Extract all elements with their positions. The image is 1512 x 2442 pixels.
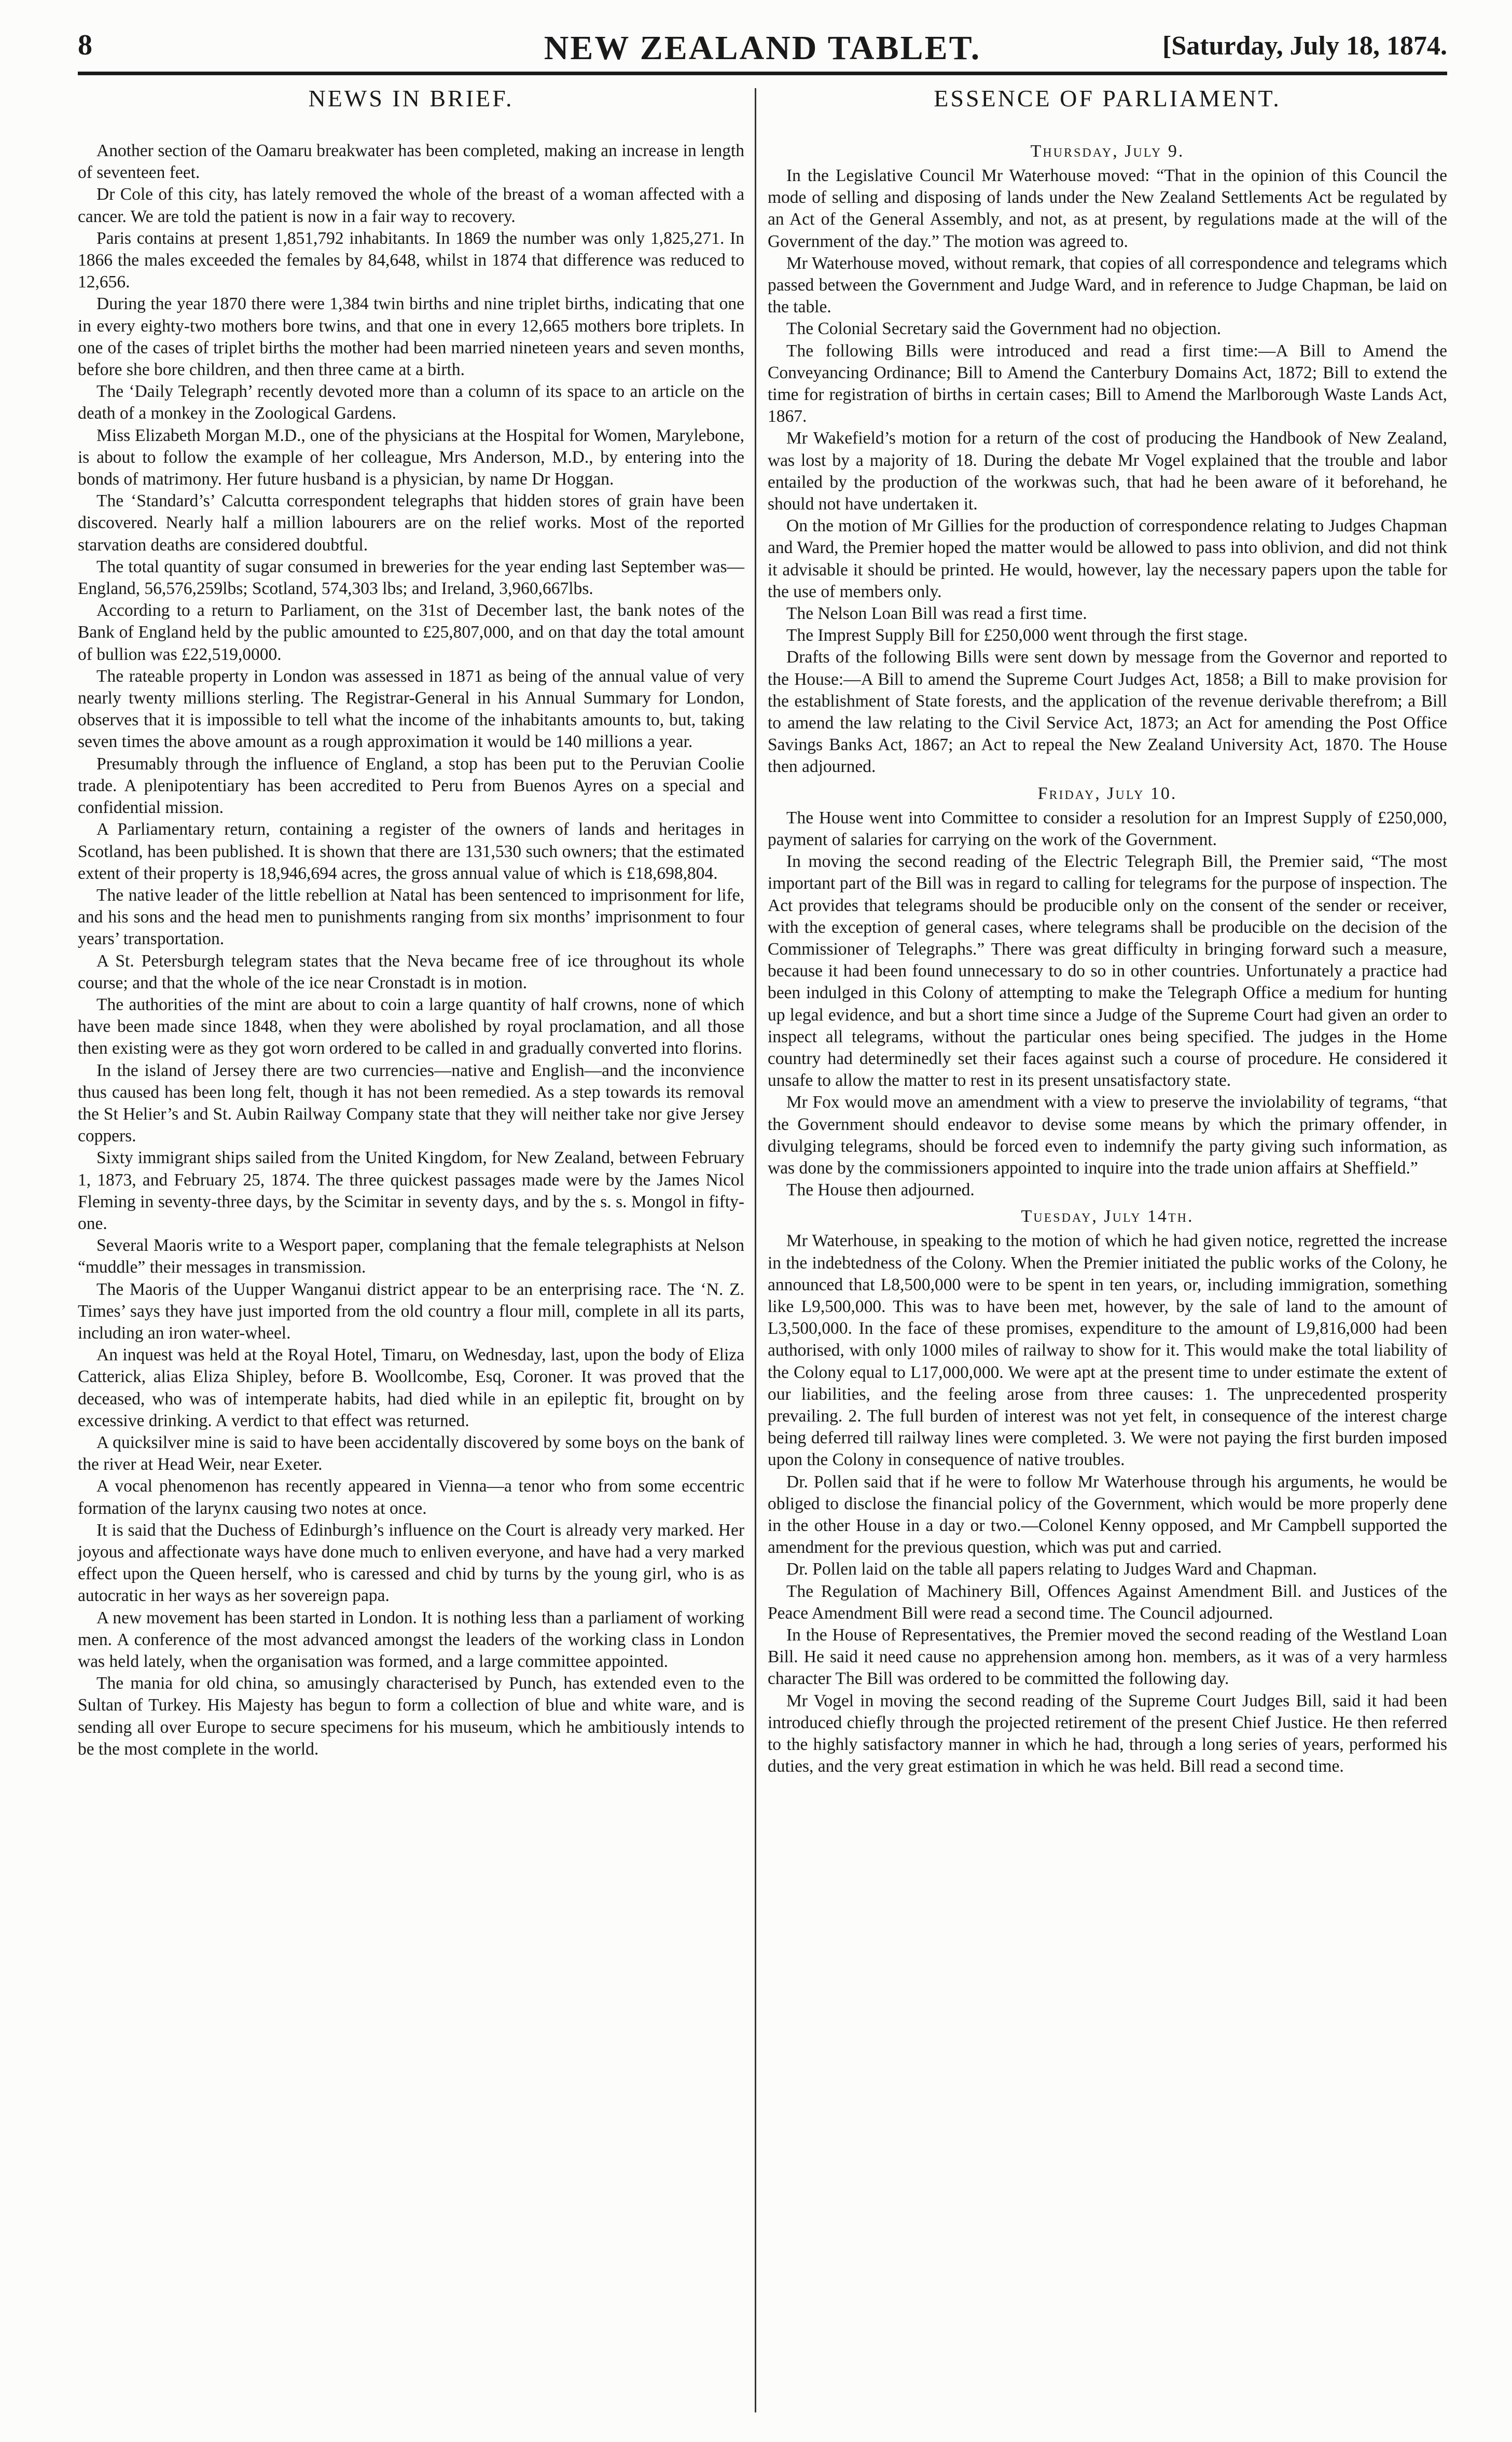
parliament-paragraph: Mr Waterhouse moved, without remark, that copies of all correspondence and telegrams which passed between the Government and Judge Ward, and in reference to Judge Chapman, be laid on the table.: [768, 253, 1447, 317]
parliament-paragraph: Drafts of the following Bills were sent down by message from the Governor and reported to the House:—A Bill to amend the Supreme Court Judges Act, 1858; a Bill to make provision for the establishment of State forests, and the application of the revenue derivable therefrom; a Bill to amend the law relating to the Civil Service Act, 1873; an Act for amending the Post Office Savings Banks Act, 1867; an Act to repeal the New Zealand University Act, 1870. The House then adjourned.: [768, 647, 1447, 777]
parliament-paragraph: Mr Waterhouse, in speaking to the motion of which he had given notice, regretted the increase in the indebtedness of the Colony. When the Premier initiated the public works of the Colony, he announced that L8,500,000 were to be spent in ten years, or, including immigration, something like L9,500,000. This was to have been met, however, by the sale of land to the amount of L3,500,000. In the face of these promises, expenditure to the amount of L9,816,000 had been authorised, with only 1000 miles of railway to show for it. This would make the total liability of the Colony equal to L17,000,000. We were apt at the present time to under estimate the extent of our liabilities, and the feeling arose from three causes: 1. The unprecedented prosperity prevailing. 2. The full burden of interest was not yet felt, in consequence of the interest charge being deferred till railway lines were completed. 3. We were not paying the first burden imposed upon the Colony in consequence of native troubles.: [768, 1231, 1447, 1470]
news-item: A quicksilver mine is said to have been accidentally discovered by some boys on the bank of the river at Head Weir, near Exeter.: [78, 1432, 744, 1474]
session-date-heading: Friday, July 10.: [1037, 783, 1177, 803]
news-item: The rateable property in London was assessed in 1871 as being of the annual value of very nearly twenty millions sterling. The Registrar-General in his Annual Summary for London, observes that it is impossible to tell what the income of the inhabitants amounts to, but, taking seven times the above amount as a rough approximation it would be 140 millions a year.: [78, 666, 744, 752]
parliament-paragraph: The Colonial Secretary said the Government had no objection.: [786, 319, 1222, 339]
parliament-paragraph: In the House of Representatives, the Premier moved the second reading of the Westland Loan Bill. He said it need cause no apprehension among hon. members, as it was of a very harmless character The Bill was ordered to be committed the following day.: [768, 1625, 1447, 1689]
news-item: A vocal phenomenon has recently appeared in Vienna—a tenor who from some eccentric formation of the larynx causing two notes at once.: [78, 1477, 744, 1518]
parliament-paragraph: The Imprest Supply Bill for £250,000 went through the first stage.: [786, 626, 1248, 645]
news-item: The Maoris of the Uupper Wanganui district appear to be an enterprising race. The ‘N. Z. Times’ says they have just imported from the old country a flour mill, complete in all its parts, including an iron water-wheel.: [78, 1279, 744, 1343]
news-item: The authorities of the mint are about to coin a large quantity of half crowns, none of which have been made since 1848, when they were abolished by royal proclamation, and all those then existing were as they got worn ordered to be called in and gradually converted into florins.: [78, 995, 744, 1058]
parliament-paragraph: Dr. Pollen laid on the table all papers relating to Judges Ward and Chapman.: [786, 1560, 1317, 1579]
page-number: 8: [78, 29, 92, 61]
news-in-brief-column: [78, 83, 744, 1760]
essence-of-parliament-column: [768, 83, 1447, 1777]
news-item: Dr Cole of this city, has lately removed the whole of the breast of a woman affected with a cancer. We are told the patient is now in a fair way to recovery.: [78, 185, 744, 226]
news-item: During the year 1870 there were 1,384 twin births and nine triplet births, indicating that one in every eighty-two mothers bore twins, and that one in every 12,665 mothers bore triplets. In one of the cases of triplet births the mother had been married nineteen years and seven months, before she bore children, and then three came at a birth.: [78, 294, 744, 380]
session-date-heading: Thursday, July 9.: [1030, 142, 1185, 161]
news-item: The ‘Standard’s’ Calcutta correspondent telegraphs that hidden stores of grain have been discovered. Nearly half a million labourers are on the relief works. Most of the reported starvation deaths are considered doubtful.: [78, 491, 744, 555]
news-item: Presumably through the influence of England, a stop has been put to the Peruvian Coolie trade. A plenipotentiary has been accredited to Peru from Buenos Ayres on a special and confidential mission.: [78, 754, 744, 818]
parliament-paragraph: In moving the second reading of the Electric Telegraph Bill, the Premier said, “The most important part of the Bill was in regard to calling for telegrams for the purpose of inspection. The Act provides that telegrams should be producible only on the consent of the sender or receiver, with the exception of general cases, where telegrams shall be producible on the decision of the Commissioner of Telegraphs.” There was great difficulty in bringing forward such a measure, because it had been found unnecessary to do so in other countries. Unfortunately a practice had been indulged in this Colony of attempting to make the Telegraph Office a medium for hunting up legal evidence, and but a short time since a Judge of the Supreme Court had given an order to inspect all telegrams, without the particular ones being specified. The judges in the Home country had determinedly set their faces against such a course of procedure. He considered it unsafe to allow the matter to rest in its present unsatisfactory state.: [768, 852, 1447, 1091]
news-item: The total quantity of sugar consumed in breweries for the year ending last September was—England, 56,576,259lbs; Scotland, 574,303 lbs; and Ireland, 3,960,667lbs.: [78, 557, 744, 599]
news-item: The mania for old china, so amusingly characterised by Punch, has extended even to the Sultan of Turkey. His Majesty has begun to form a collection of blue and white ware, and is sending all over Europe to secure specimens for his museum, which he ambitiously intends to be the most complete in the world.: [78, 1674, 744, 1759]
parliament-paragraph: The House then adjourned.: [786, 1180, 975, 1200]
news-item: Sixty immigrant ships sailed from the United Kingdom, for New Zealand, between February 1, 1873, and February 25, 1874. The three quickest passages made were by the James Nicol Fleming in seventy-three days, by the Scimitar in seventy days, and by the s. s. Mongol in fifty-one.: [78, 1148, 744, 1233]
news-item: Another section of the Oamaru breakwater has been completed, making an increase in length of seventeen feet.: [78, 141, 744, 183]
essence-of-parliament-heading: ESSENCE OF PARLIAMENT.: [934, 85, 1281, 112]
news-item: In the island of Jersey there are two currencies—native and English—and the inconvience thus caused has been long felt, though it has not been remedied. As a step towards its removal the St Helier’s and St. Aubin Railway Company state that they will neither take nor give Jersey coppers.: [78, 1060, 744, 1146]
news-item: The native leader of the little rebellion at Natal has been sentenced to imprisonment for life, and his sons and the head men to punishments ranging from six months’ imprisonment to four years’ transportation.: [78, 885, 744, 949]
newspaper-title: NEW ZEALAND TABLET.: [544, 29, 981, 67]
news-in-brief-heading: NEWS IN BRIEF.: [308, 85, 514, 112]
news-item: The ‘Daily Telegraph’ recently devoted more than a column of its space to an article on the death of a monkey in the Zoological Gardens.: [78, 382, 744, 423]
parliament-paragraph: Mr Wakefield’s motion for a return of the cost of producing the Handbook of New Zealand, was lost by a majority of 18. During the debate Mr Vogel explained that the trouble and labor entailed by the production of the workwas such, that had he been aware of it beforehand, he should not have undertaken it.: [768, 429, 1447, 514]
parliament-paragraph: The House went into Committee to consider a resolution for an Imprest Supply of £250,000, payment of salaries for carrying on the work of the Government.: [768, 808, 1447, 849]
parliament-paragraph: The Regulation of Machinery Bill, Offences Against Amendment Bill. and Justices of the Peace Amendment Bill were read a second time. The Council adjourned.: [768, 1581, 1447, 1623]
parliament-paragraph: On the motion of Mr Gillies for the production of correspondence relating to Judges Chapman and Ward, the Premier hoped the matter would be allowed to pass into oblivion, and did not think it advisable it should be printed. He would, however, lay the necessary papers upon the table for the use of members only.: [768, 516, 1447, 601]
news-item: A new movement has been started in London. It is nothing less than a parliament of working men. A conference of the most advanced amongst the leaders of the working class in London was held lately, when the organisation was formed, and a large committee appointed.: [78, 1608, 744, 1672]
parliament-paragraph: The Nelson Loan Bill was read a first time.: [786, 604, 1087, 624]
masthead-rule: [78, 72, 1447, 75]
session-date-heading: Tuesday, July 14th.: [1021, 1207, 1194, 1226]
parliament-paragraph: Mr Fox would move an amendment with a view to preserve the inviolability of tegrams, “that the Government should endeavor to devise some means by which the primary offender, in divulging telegrams, should be forced even to indemnify the party giving such information, as was done by the commissioners appointed to inquire into the trade union affairs at Sheffield.”: [768, 1093, 1447, 1178]
news-item: It is said that the Duchess of Edinburgh’s influence on the Court is already very marked. Her joyous and affectionate ways have done much to enliven everyone, and have had a very marked effect upon the Queen herself, who is caressed and chid by turns by the young girl, who is as autocratic in her ways as her sovereign papa.: [78, 1520, 744, 1606]
parliament-paragraph: Mr Vogel in moving the second reading of the Supreme Court Judges Bill, said it had been introduced chiefly through the projected retirement of the present Chief Justice. He then referred to the highly satisfactory manner in which he had, through a long series of years, performed his duties, and the very great estimation in which he was held. Bill read a second time.: [768, 1691, 1447, 1776]
issue-date: [Saturday, July 18, 1874.: [1162, 31, 1447, 61]
parliament-paragraph: Dr. Pollen said that if he were to follow Mr Waterhouse through his arguments, he would be obliged to disclose the financial policy of the Government, which would be more properly dene in the other House in a day or two.—Colonel Kenny opposed, and Mr Campbell supported the amendment for the previous question, which was put and carried.: [768, 1472, 1447, 1557]
news-item: Paris contains at present 1,851,792 inhabitants. In 1869 the number was only 1,825,271. In 1866 the males exceeded the females by 84,648, whilst in 1874 that difference was reduced to 12,656.: [78, 228, 744, 292]
news-item: Miss Elizabeth Morgan M.D., one of the physicians at the Hospital for Women, Marylebone, is about to follow the example of her colleague, Mrs Anderson, M.D., by entering into the bonds of matrimony. Her future husband is a physician, by name Dr Hoggan.: [78, 425, 744, 489]
column-divider: [755, 88, 756, 2412]
parliament-paragraph: The following Bills were introduced and read a first time:—A Bill to Amend the Conveyancing Ordinance; Bill to Amend the Canterbury Domains Act, 1872; Bill to extend the time for registration of births in certain cases; Bill to Amend the Marlborough Waste Lands Act, 1867.: [768, 341, 1447, 426]
news-item: A St. Petersburgh telegram states that the Neva became free of ice throughout its whole course; and that the whole of the ice near Cronstadt is in motion.: [78, 951, 744, 992]
news-item: An inquest was held at the Royal Hotel, Timaru, on Wednesday, last, upon the body of Eliza Catterick, alias Eliza Shipley, before B. Woollcombe, Esq, Coroner. It was proved that the deceased, who was of intemperate habits, had died while in an epileptic fit, brought on by excessive drinking. A verdict to that effect was returned.: [78, 1345, 744, 1430]
news-item: According to a return to Parliament, on the 31st of December last, the bank notes of the Bank of England held by the public amounted to £25,807,000, and on that day the total amount of bullion was £22,519,0000.: [78, 601, 744, 664]
masthead: [78, 29, 1447, 66]
news-item: Several Maoris write to a Wesport paper, complaning that the female telegraphists at Nelson “muddle” their messages in transmission.: [78, 1236, 744, 1277]
news-item: A Parliamentary return, containing a register of the owners of lands and heritages in Scotland, has been published. It is shown that there are 131,530 such owners; that the estimated extent of their property is 18,946,694 acres, the gross annual value of which is £18,698,804.: [78, 820, 744, 883]
parliament-paragraph: In the Legislative Council Mr Waterhouse moved: “That in the opinion of this Council the mode of selling and disposing of lands under the New Zealand Settlements Act be regulated by an Act of the General Assembly, and not, as at present, by regulations made at the will of the Government of the day.” The motion was agreed to.: [768, 166, 1447, 251]
